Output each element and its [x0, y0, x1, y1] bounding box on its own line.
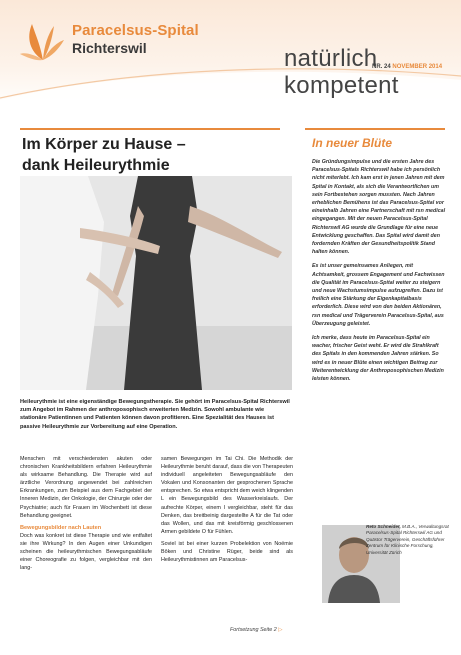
- caption-role: M.B.A., Verwaltungsrat Paracelsus-Spital Richterswil AG und Quästor Trägerverein, Geschäftsführer Zentrum für Klinische Forschung, Universität Zürich: [366, 524, 449, 555]
- arrow-right-icon: ▷: [278, 627, 283, 633]
- article-paragraph: samen Bewegungen im Tai Chi. Die Methodik der Heileurythmie beruht darauf, dass die von Therapeuten individuell angeleiteten Bewegungsabläufe den Vokalen und Konsonanten der gesprochenen Sprache entsprechen. So etwa entspricht dem weich klingenden L ein Bewegungsbild des Wasserkreislaufs. Der aufrechte Körper, einem I vergleichbar, steht für das Denken, das breitbeinig dargestellte A für die Tat oder das Wollen, und das mit kreisförmig geschlossenen Armen gebildete O für Fühlen.: [161, 456, 293, 535]
- continued-link[interactable]: [230, 627, 282, 633]
- continued-label: Fortsetzung Seite 2: [230, 627, 277, 633]
- sidebar-paragraph: Ich merke, dass heute im Paracelsus-Spital ein wacher, frischer Geist weht. Er wird die Strahlkraft des Spitals in den kommenden Jahren stärken. So wird es in neuer Blüte einen wichtigen Beitrag zur Weiterentwicklung der Anthroposophischen Medizin leisten können.: [312, 335, 444, 383]
- issue-date: NOVEMBER 2014: [392, 64, 443, 70]
- article-paragraph: Soviel ist bei einer kurzen Probelektion von Noëmie Bôken und Christine Rüger, beide sind als Heileurythmistinnen am Paracelsus-: [161, 540, 293, 564]
- article-rule: [20, 128, 280, 130]
- headline-line1: Im Körper zu Hause –: [22, 136, 186, 153]
- sidebar-paragraph: Die Gründungsimpulse und die ersten Jahre des Paracelsus-Spitals Richterswil habe ich persönlich nicht miterlebt. Ich kam erst in jenen Jahren mit dem Spital in Kontakt, als sich die Verantwortlichen um sein Fortbestehen sorgen mussten. Nach Jahren erheblichen Bemühens ist das Paracelsus-Spital vor eineinhalb Jahren eine Partnerschaft mit rsn medical eingegangen. Mit der neuen Paracelsus-Spital Richterswil AG wurde die Grundlage für eine neue Entwicklung geschaffen. Das Spital wird damit den fordernden Kräften der Gesundheitspolitik Stand halten können.: [312, 159, 446, 256]
- sidebar-heading: In neuer Blüte: [312, 136, 393, 150]
- paracelsus-logo-icon: [20, 18, 66, 64]
- issue-info: [372, 64, 442, 70]
- portrait-caption: [366, 524, 450, 556]
- article-column-2: [161, 455, 293, 568]
- sidebar-paragraph: Es ist unser gemeinsames Anliegen, mit Achtsamkeit, grossem Engagement und Fachwissen die Qualität im Paracelsus-Spital weiter zu steigern und neue Wachstumsimpulse aufzugreifen. Dazu ist freilich eine Stärkung der Eigenkapitalbasis erforderlich. Diese wird von den beiden Aktionären, rsn medical und Trägerverein Paracelsus-Spital, aus Überzeugung geleistet.: [312, 263, 445, 327]
- article-paragraph: Menschen mit verschiedensten akuten oder chronischen Krankheitsbildern erfahren Heileurythmie als wirksame Behandlung. Die Therapie wird auf ärztliche Verordnung angewendet bei zahlreichen Erkrankungen, zum Beispiel aus dem Fachgebiet der Inneren Medizin, der Onkologie, der Chirurgie oder der Psychiatrie; auch für Frauen im Wochenbett ist diese Behandlung geeignet.: [20, 456, 152, 519]
- newsletter-title-line2: kompetent: [284, 72, 399, 99]
- article-subhead: Bewegungsbilder nach Lauten: [20, 524, 102, 531]
- sidebar-text: [312, 158, 447, 389]
- issue-number: NR. 24: [372, 64, 391, 70]
- org-place: Richterswil: [72, 40, 147, 56]
- org-name: Paracelsus-Spital: [72, 22, 199, 39]
- caption-name: Reto Schneider,: [366, 524, 401, 529]
- article-lead: Heileurythmie ist eine eigenständige Bewegungstherapie. Sie gehört im Paracelsus-Spital Richterswil zum Angebot im Rahmen der anthroposophisch erweiterten Medizin. Sowohl ambulante wie stationäre Patientinnen und Patienten können davon profitieren. Eine Spezialität des Hauses ist passive Heileurythmie zur Vorbereitung auf eine Operation.: [20, 399, 290, 430]
- article-paragraph: Doch was konkret ist diese Therapie und wie entfaltet sie ihre Wirkung? In den Augen einer Unkundigen scheinen die heileurythmischen Bewegungsabläufe einer Choreografie zu folgen, vergleichbar mit den lang-: [20, 532, 152, 572]
- eurythmy-photo: [20, 176, 292, 390]
- sidebar-rule: [305, 128, 445, 130]
- newsletter-title-line1: natürlich: [284, 45, 378, 72]
- headline-line2: dank Heileurythmie: [22, 157, 170, 174]
- article-headline: [22, 134, 186, 176]
- eurythmy-illustration: [20, 176, 292, 390]
- article-column-1: [20, 455, 152, 576]
